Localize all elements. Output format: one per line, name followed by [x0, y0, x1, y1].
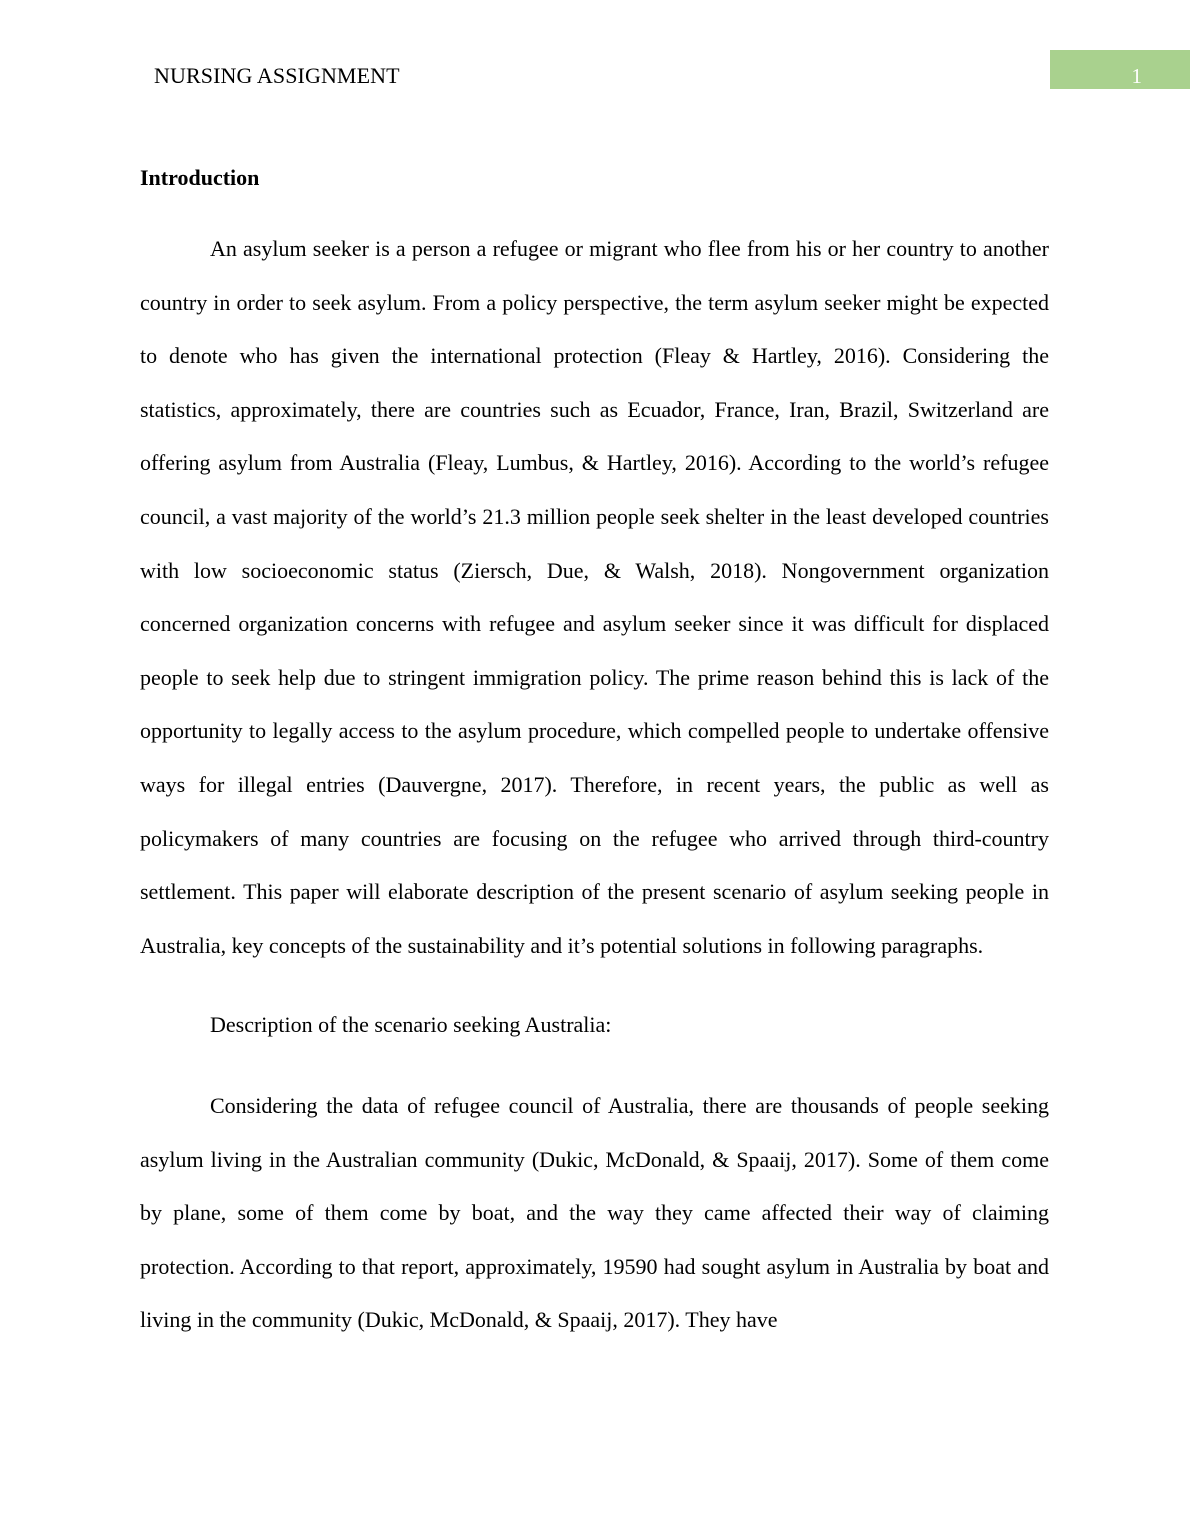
document-body: [140, 162, 1049, 1347]
paragraph: Considering the data of refugee council of Australia, there are thousands of people seeking asylum living in the Australian community (Dukic, McDonald, & Spaaij, 2017). Some of them come by plane, some of them come by boat, and the way they came affected their way of claiming protection. According to that report, approximately, 19590 had sought asylum in Australia by boat and living in the community (Dukic, McDonald, & Spaaij, 2017). They have: [140, 1092, 1049, 1333]
running-head: NURSING ASSIGNMENT: [154, 63, 400, 88]
subheading: Description of the scenario seeking Australia:: [210, 1012, 612, 1038]
section-heading: Introduction: [140, 165, 260, 190]
page-number-box: [1050, 50, 1190, 89]
page-number: 1: [1131, 64, 1142, 88]
paragraph: An asylum seeker is a person a refugee or migrant who flee from his or her country to another country in order to seek asylum. From a policy perspective, the term asylum seeker might be expected to denote who has given the international protection (Fleay & Hartley, 2016). Considering the statistics, approximately, there are countries such as Ecuador, France, Iran, Brazil, Switzerland are offering asylum from Australia (Fleay, Lumbus, & Hartley, 2016). According to the world’s refugee council, a vast majority of the world’s 21.3 million people seek shelter in the least developed countries with low socioeconomic status (Ziersch, Due, & Walsh, 2018). Nongovernment organization concerned organization concerns with refugee and asylum seeker since it was difficult for displaced people to seek help due to stringent immigration policy. The prime reason behind this is lack of the opportunity to legally access to the asylum procedure, which compelled people to undertake offensive ways for illegal entries (Dauvergne, 2017). Therefore, in recent years, the public as well as policymakers of many countries are focusing on the refugee who arrived through third-country settlement. This paper will elaborate description of the present scenario of asylum seeking people in Australia, key concepts of the sustainability and it’s potential solutions in following paragraphs.: [140, 236, 1049, 958]
